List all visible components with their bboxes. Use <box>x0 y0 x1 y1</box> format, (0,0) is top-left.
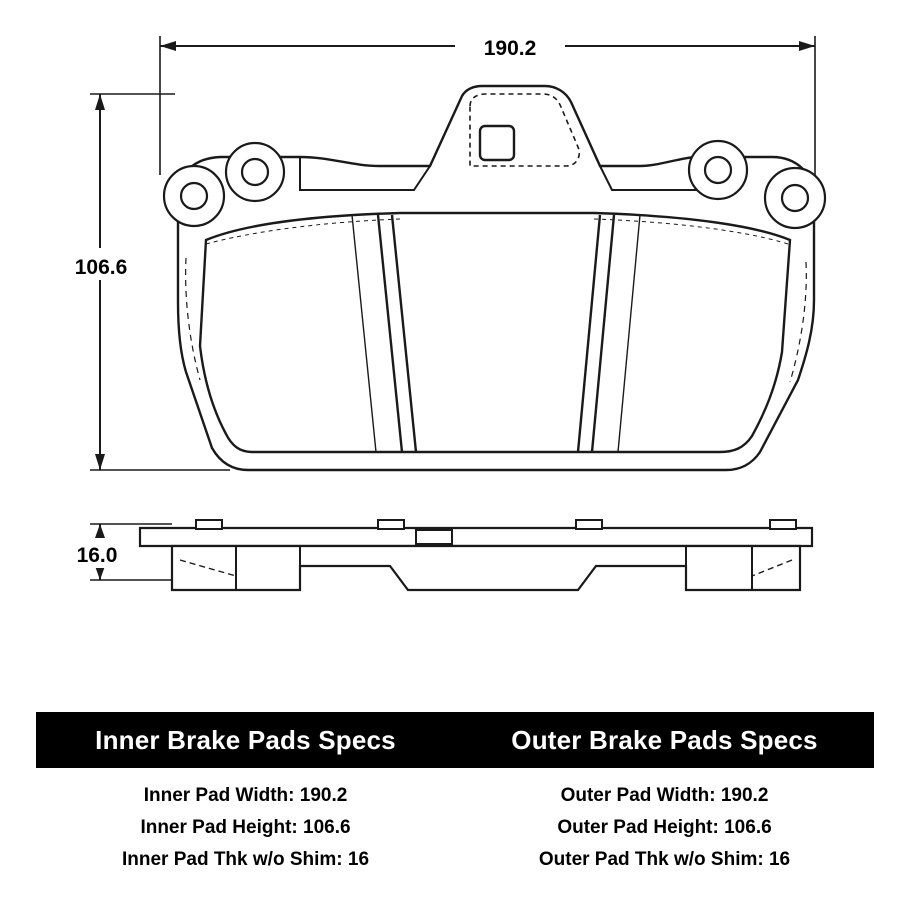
friction-material-outline <box>200 213 790 452</box>
side-friction-material <box>172 546 800 590</box>
side-center-tab <box>416 530 452 544</box>
outer-pad-height: Outer Pad Height: 106.6 <box>557 817 772 838</box>
side-clip-right <box>770 520 796 529</box>
outer-pad-width: Outer Pad Width: 190.2 <box>560 785 769 806</box>
inner-pad-height: Inner Pad Height: 106.6 <box>140 817 351 838</box>
right-outer-hole <box>782 185 808 211</box>
inner-pad-width: Inner Pad Width: 190.2 <box>143 785 348 806</box>
left-inner-hole <box>242 159 268 185</box>
side-view-brake-pad <box>140 520 812 590</box>
side-clip-center-right <box>576 520 602 529</box>
inner-pad-thickness: Inner Pad Thk w/o Shim: 16 <box>121 849 370 870</box>
specs-header-row <box>36 712 874 768</box>
specs-body-row <box>36 780 874 876</box>
inner-specs-heading: Inner Brake Pads Specs <box>95 724 396 755</box>
width-dimension-label: 190.2 <box>483 37 537 60</box>
outer-specs-column <box>455 780 874 876</box>
front-view-brake-pad <box>164 86 825 470</box>
side-backing-plate <box>140 528 812 546</box>
outer-pad-thickness: Outer Pad Thk w/o Shim: 16 <box>538 849 791 870</box>
left-outer-hole <box>181 183 207 209</box>
thickness-dimension-label: 16.0 <box>76 544 118 567</box>
side-clip-left <box>196 520 222 529</box>
inner-specs-column <box>36 780 455 876</box>
right-inner-hole <box>705 157 731 183</box>
height-dimension-label: 106.6 <box>74 256 128 279</box>
center-tab-square-hole <box>480 126 514 160</box>
side-clip-center-left <box>378 520 404 529</box>
specs-section <box>36 712 874 876</box>
outer-specs-heading: Outer Brake Pads Specs <box>511 724 818 755</box>
